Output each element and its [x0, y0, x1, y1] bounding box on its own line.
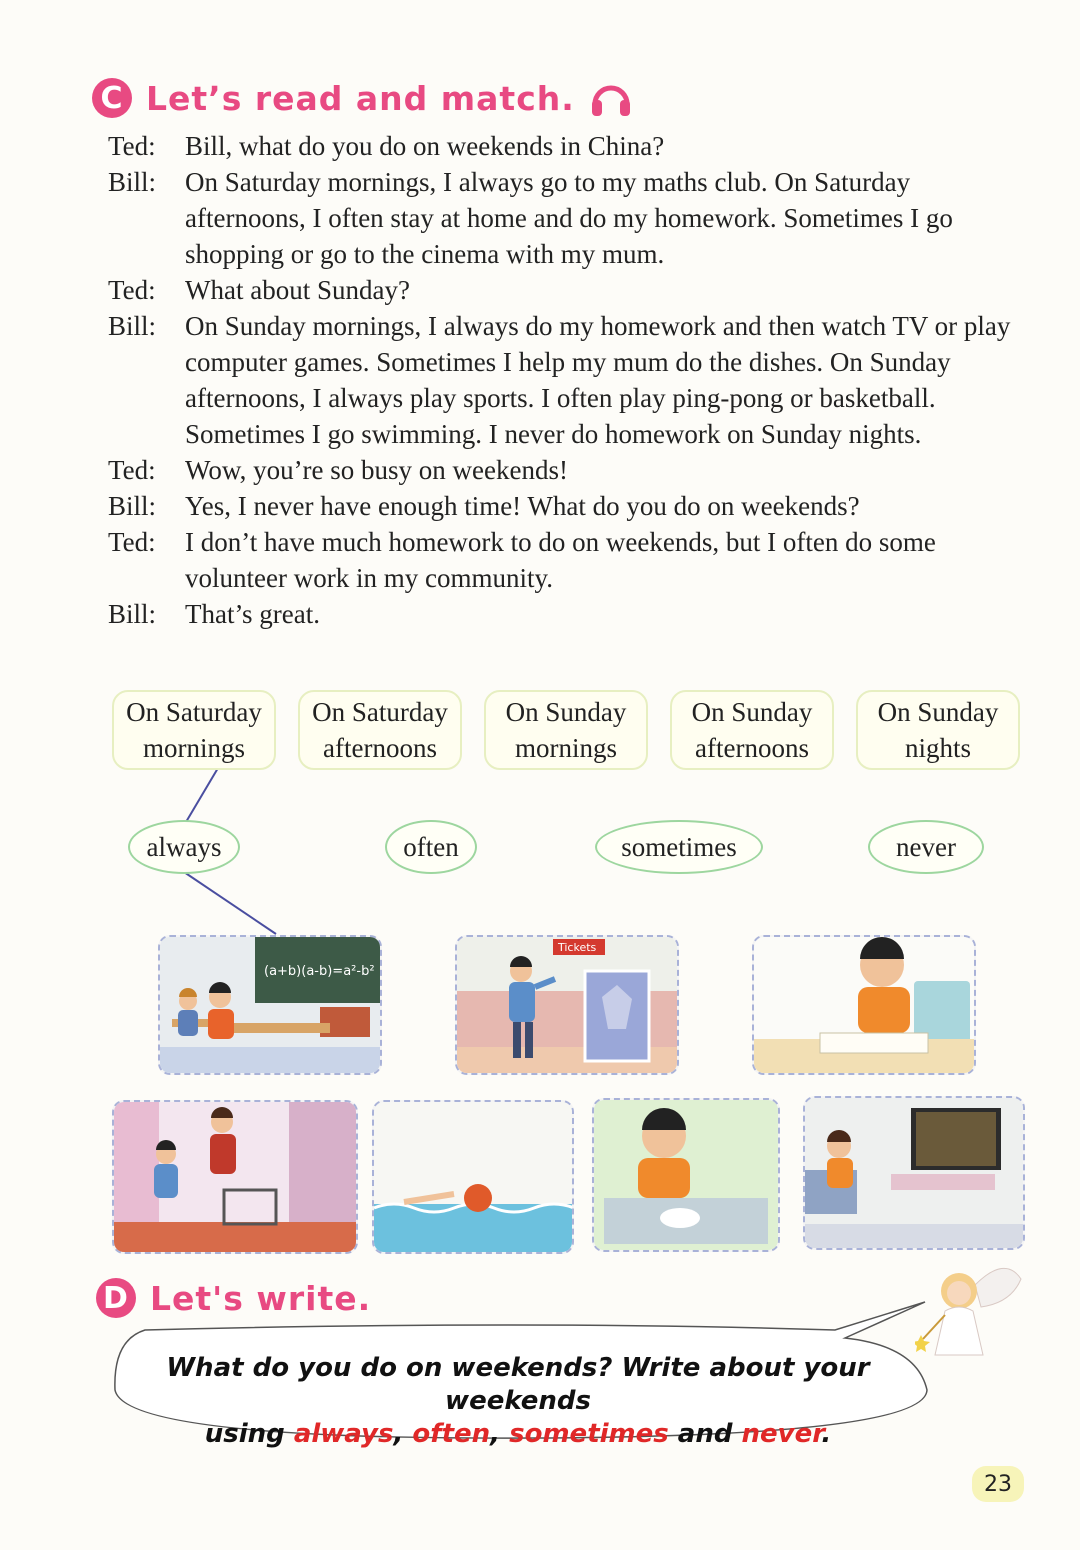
cinema-sign-text: Tickets	[558, 941, 597, 954]
watching-tv-illustration	[805, 1098, 1023, 1248]
speaker: Bill:	[108, 167, 157, 197]
maths-club-illustration	[160, 937, 380, 1073]
keyword-often: often	[412, 1419, 491, 1449]
section-d-badge: D	[96, 1278, 136, 1318]
speaker: Bill:	[108, 311, 157, 341]
frequency-often[interactable]: often	[385, 820, 477, 874]
dialogue	[108, 128, 1028, 632]
dialogue-line	[108, 164, 1028, 272]
dialogue-line	[108, 488, 1028, 524]
time-box-line2: mornings	[142, 733, 245, 763]
homework-illustration	[754, 937, 974, 1073]
picture-dishes[interactable]	[592, 1098, 780, 1252]
frequency-never[interactable]: never	[868, 820, 984, 874]
dialogue-line	[108, 596, 1028, 632]
prompt-period: .	[821, 1419, 832, 1449]
headphones-icon[interactable]	[589, 78, 633, 118]
time-box-line1: On Saturday	[126, 697, 262, 727]
dishes-illustration	[594, 1100, 778, 1250]
picture-watching-tv[interactable]	[803, 1096, 1025, 1250]
speaker: Bill:	[108, 491, 157, 521]
speaker: Ted:	[108, 455, 156, 485]
prompt-line-1: What do you do on weekends? Write about your weekends	[166, 1353, 870, 1416]
time-box-line2: nights	[904, 733, 971, 763]
time-box-saturday-mornings[interactable]	[112, 690, 276, 770]
picture-swimming[interactable]	[372, 1100, 574, 1254]
time-box-line2: afternoons	[695, 733, 809, 763]
picture-homework[interactable]	[752, 935, 976, 1075]
swimming-illustration	[374, 1102, 572, 1252]
frequency-always[interactable]: always	[128, 820, 240, 874]
picture-cinema[interactable]	[455, 935, 679, 1075]
time-box-line1: On Sunday	[691, 697, 813, 727]
writing-prompt	[118, 1352, 918, 1451]
time-box-line2: mornings	[514, 733, 617, 763]
keyword-never: never	[741, 1419, 822, 1449]
speech: Wow, you’re so busy on weekends!	[185, 455, 568, 485]
dialogue-line	[108, 452, 1028, 488]
time-box-sunday-afternoons[interactable]	[670, 690, 834, 770]
frequency-sometimes[interactable]: sometimes	[595, 820, 763, 874]
time-box-sunday-mornings[interactable]	[484, 690, 648, 770]
time-box-line1: On Sunday	[505, 697, 627, 727]
prompt-comma: ,	[393, 1419, 404, 1449]
speech: On Saturday mornings, I always go to my maths club. On Saturday afternoons, I often stay at home and do my homework. Sometimes I go shopping or go to the cinema with my mum.	[185, 167, 953, 269]
speaker: Ted:	[108, 527, 156, 557]
time-box-line1: On Sunday	[877, 697, 999, 727]
time-box-sunday-nights[interactable]	[856, 690, 1020, 770]
prompt-using: using	[204, 1419, 285, 1449]
speech: Bill, what do you do on weekends in China?	[185, 131, 665, 161]
section-c-title: Let’s read and match.	[146, 78, 575, 118]
dialogue-line	[108, 308, 1028, 452]
angel-icon	[915, 1255, 1025, 1375]
speaker: Ted:	[108, 275, 156, 305]
page-number: 23	[972, 1466, 1024, 1502]
dialogue-line	[108, 524, 1028, 596]
time-box-line1: On Saturday	[312, 697, 448, 727]
shopping-illustration	[114, 1102, 356, 1252]
speech: That’s great.	[185, 599, 320, 629]
dialogue-line	[108, 128, 1028, 164]
board-formula: (a+b)(a-b)=a²-b²	[264, 964, 375, 979]
keyword-sometimes: sometimes	[509, 1419, 669, 1449]
picture-shopping[interactable]	[112, 1100, 358, 1254]
time-box-saturday-afternoons[interactable]	[298, 690, 462, 770]
dialogue-line	[108, 272, 1028, 308]
prompt-comma: ,	[490, 1419, 501, 1449]
speaker: Ted:	[108, 131, 156, 161]
picture-maths-club[interactable]	[158, 935, 382, 1075]
section-c-heading	[92, 78, 633, 118]
speech: I don’t have much homework to do on weekends, but I often do some volunteer work in my community.	[185, 527, 936, 593]
speech: What about Sunday?	[185, 275, 410, 305]
section-d-title: Let's write.	[150, 1278, 372, 1318]
section-c-badge: C	[92, 78, 132, 118]
speaker: Bill:	[108, 599, 157, 629]
time-box-line2: afternoons	[323, 733, 437, 763]
speech: Yes, I never have enough time! What do you do on weekends?	[185, 491, 860, 521]
prompt-and: and	[677, 1419, 733, 1449]
keyword-always: always	[293, 1419, 394, 1449]
cinema-illustration	[457, 937, 677, 1073]
speech: On Sunday mornings, I always do my homework and then watch TV or play computer games. Sometimes I help my mum do the dishes. On Sunday afternoons, I always play sports. I often play ping-pong or basketball. Sometimes I go swimming. I never do homework on Sunday nights.	[185, 311, 1011, 449]
